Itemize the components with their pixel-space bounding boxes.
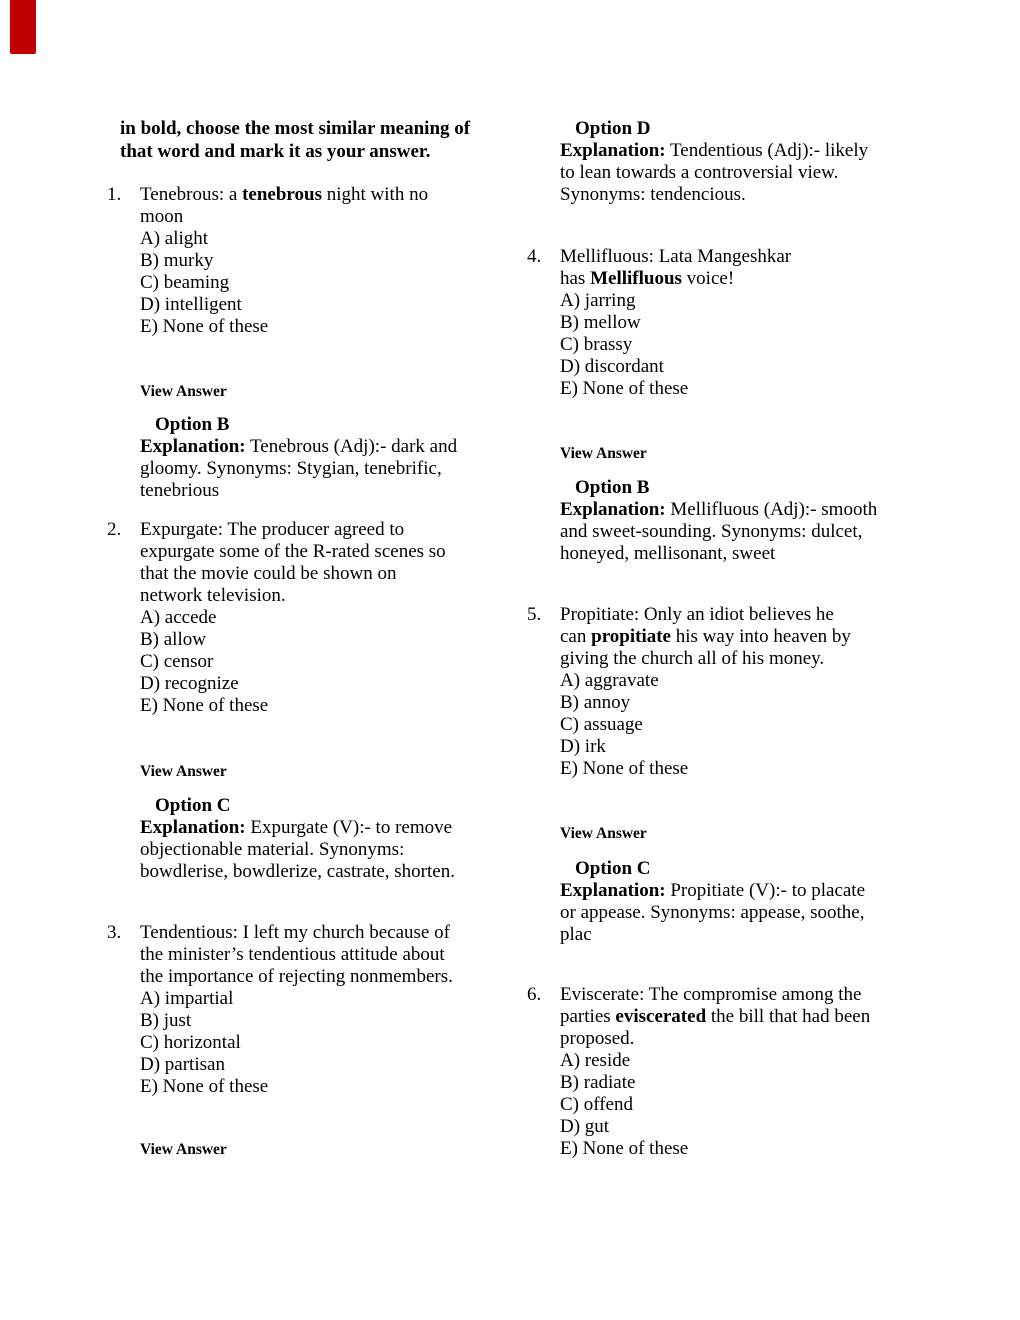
- text-segment: Tenebrous (Adj):- dark and: [250, 436, 458, 457]
- text-segment: parties: [560, 1006, 616, 1027]
- explanation-label: Explanation:: [140, 817, 246, 838]
- explanation-label: Explanation:: [560, 499, 666, 520]
- explanation-line: honeyed, mellisonant, sweet: [560, 543, 776, 564]
- explanation-line: or appease. Synonyms: appease, soothe,: [560, 902, 865, 923]
- question-text-line: [560, 268, 791, 290]
- explanation-label: Explanation:: [140, 436, 246, 457]
- top-left-accent-bar: [10, 0, 36, 54]
- view-answer-link[interactable]: View Answer: [140, 383, 227, 400]
- option-line: D) gut: [560, 1116, 610, 1137]
- explanation-label: Explanation:: [560, 140, 666, 161]
- question-text-line: Eviscerate: The compromise among the: [560, 984, 862, 1005]
- option-line: B) just: [140, 1010, 192, 1031]
- bold-word: tenebrous: [242, 184, 322, 205]
- explanation-line: gloomy. Synonyms: Stygian, tenebrific,: [140, 458, 442, 479]
- option-line: E) None of these: [560, 758, 689, 779]
- instructions-line: in bold, choose the most similar meaning of: [120, 118, 471, 139]
- option-line: C) assuage: [560, 714, 643, 735]
- question-3: [107, 922, 453, 1098]
- explanation-line: tenebrious: [140, 480, 220, 501]
- option-line: A) aggravate: [560, 670, 659, 691]
- answer-block-q4: [560, 477, 877, 565]
- answer-block-q3: [560, 118, 868, 206]
- option-line: B) murky: [140, 250, 214, 271]
- question-number: 4.: [527, 246, 542, 267]
- option-line: E) None of these: [560, 378, 689, 399]
- question-text-line: expurgate some of the R-rated scenes so: [140, 541, 446, 562]
- question-text-line: the minister’s tendentious attitude about: [140, 944, 445, 965]
- text-segment: the bill that had been: [706, 1006, 871, 1027]
- option-line: B) allow: [140, 629, 206, 650]
- question-text-line: network television.: [140, 585, 286, 606]
- text-segment: Tendentious (Adj):- likely: [670, 140, 869, 161]
- answer-option-label: Option C: [155, 795, 231, 816]
- explanation-label: Explanation:: [560, 880, 666, 901]
- option-line: D) recognize: [140, 673, 239, 694]
- text-segment: has: [560, 268, 591, 289]
- option-line: A) jarring: [560, 290, 636, 311]
- answer-block-q5: [560, 858, 865, 946]
- option-line: B) annoy: [560, 692, 631, 713]
- option-line: C) censor: [140, 651, 214, 672]
- explanation-line: plac: [560, 924, 592, 945]
- question-number: 6.: [527, 984, 542, 1005]
- option-line: A) accede: [140, 607, 217, 628]
- answer-option-label: Option B: [155, 414, 230, 435]
- text-segment: his way into heaven by: [671, 626, 851, 647]
- instructions-line: that word and mark it as your answer.: [120, 141, 431, 162]
- text-segment: voice!: [681, 268, 735, 289]
- option-line: C) offend: [560, 1094, 633, 1115]
- question-text-line: Propitiate: Only an idiot believes he: [560, 604, 834, 625]
- view-answer-link[interactable]: View Answer: [140, 763, 227, 780]
- question-number: 3.: [107, 922, 122, 943]
- question-6: [527, 984, 870, 1160]
- option-line: E) None of these: [560, 1138, 689, 1159]
- option-line: C) horizontal: [140, 1032, 241, 1053]
- option-line: E) None of these: [140, 695, 269, 716]
- question-text-line: that the movie could be shown on: [140, 563, 397, 584]
- explanation-line: [560, 140, 868, 162]
- instructions-text: [120, 117, 470, 163]
- text-segment: night with no: [321, 184, 429, 205]
- text-segment: Propitiate (V):- to placate: [670, 880, 866, 901]
- question-number: 5.: [527, 604, 542, 625]
- answer-option-label: Option D: [575, 118, 651, 139]
- text-segment: can: [560, 626, 592, 647]
- explanation-line: [140, 817, 455, 839]
- answer-block-q1: [140, 414, 457, 502]
- bold-word: eviscerated: [615, 1006, 707, 1027]
- option-line: C) beaming: [140, 272, 230, 293]
- explanation-line: to lean towards a controversial view.: [560, 162, 839, 183]
- explanation-line: [560, 880, 865, 902]
- option-line: D) irk: [560, 736, 606, 757]
- view-answer-link[interactable]: View Answer: [560, 825, 647, 842]
- question-2: [107, 519, 446, 717]
- option-line: B) mellow: [560, 312, 641, 333]
- question-1: [107, 184, 428, 338]
- question-text-line: the importance of rejecting nonmembers.: [140, 966, 453, 987]
- question-text-line: moon: [140, 206, 184, 227]
- question-4: [527, 246, 791, 400]
- explanation-line: and sweet-sounding. Synonyms: dulcet,: [560, 521, 863, 542]
- view-answer-link[interactable]: View Answer: [560, 445, 647, 462]
- explanation-line: Synonyms: tendencious.: [560, 184, 746, 205]
- question-text-line: Mellifluous: Lata Mangeshkar: [560, 246, 792, 267]
- view-answer-link[interactable]: View Answer: [140, 1141, 227, 1158]
- option-line: A) impartial: [140, 988, 234, 1009]
- explanation-line: [560, 499, 877, 521]
- option-line: E) None of these: [140, 316, 269, 337]
- option-line: E) None of these: [140, 1076, 269, 1097]
- question-text-line: Expurgate: The producer agreed to: [140, 519, 405, 540]
- text-segment: Expurgate (V):- to remove: [250, 817, 453, 838]
- question-text-line: [560, 626, 851, 648]
- explanation-line: bowdlerise, bowdlerize, castrate, shorten.: [140, 861, 455, 882]
- explanation-line: [140, 436, 457, 458]
- text-segment: Mellifluous (Adj):- smooth: [670, 499, 878, 520]
- option-line: D) intelligent: [140, 294, 242, 315]
- question-5: [527, 604, 851, 780]
- text-segment: Tenebrous: a: [140, 184, 243, 205]
- question-number: 1.: [107, 184, 122, 205]
- answer-block-q2: [140, 795, 455, 883]
- option-line: D) partisan: [140, 1054, 225, 1075]
- bold-word: propitiate: [591, 626, 671, 647]
- option-line: A) alight: [140, 228, 209, 249]
- option-line: A) reside: [560, 1050, 631, 1071]
- option-line: D) discordant: [560, 356, 664, 377]
- question-text-line: [140, 184, 428, 206]
- option-line: C) brassy: [560, 334, 633, 355]
- bold-word: Mellifluous: [590, 268, 682, 289]
- option-line: B) radiate: [560, 1072, 636, 1093]
- question-text-line: giving the church all of his money.: [560, 648, 825, 669]
- question-number: 2.: [107, 519, 122, 540]
- answer-option-label: Option B: [575, 477, 650, 498]
- explanation-line: objectionable material. Synonyms:: [140, 839, 405, 860]
- answer-option-label: Option C: [575, 858, 651, 879]
- question-text-line: [560, 1006, 870, 1028]
- question-text-line: proposed.: [560, 1028, 635, 1049]
- question-text-line: Tendentious: I left my church because of: [140, 922, 450, 943]
